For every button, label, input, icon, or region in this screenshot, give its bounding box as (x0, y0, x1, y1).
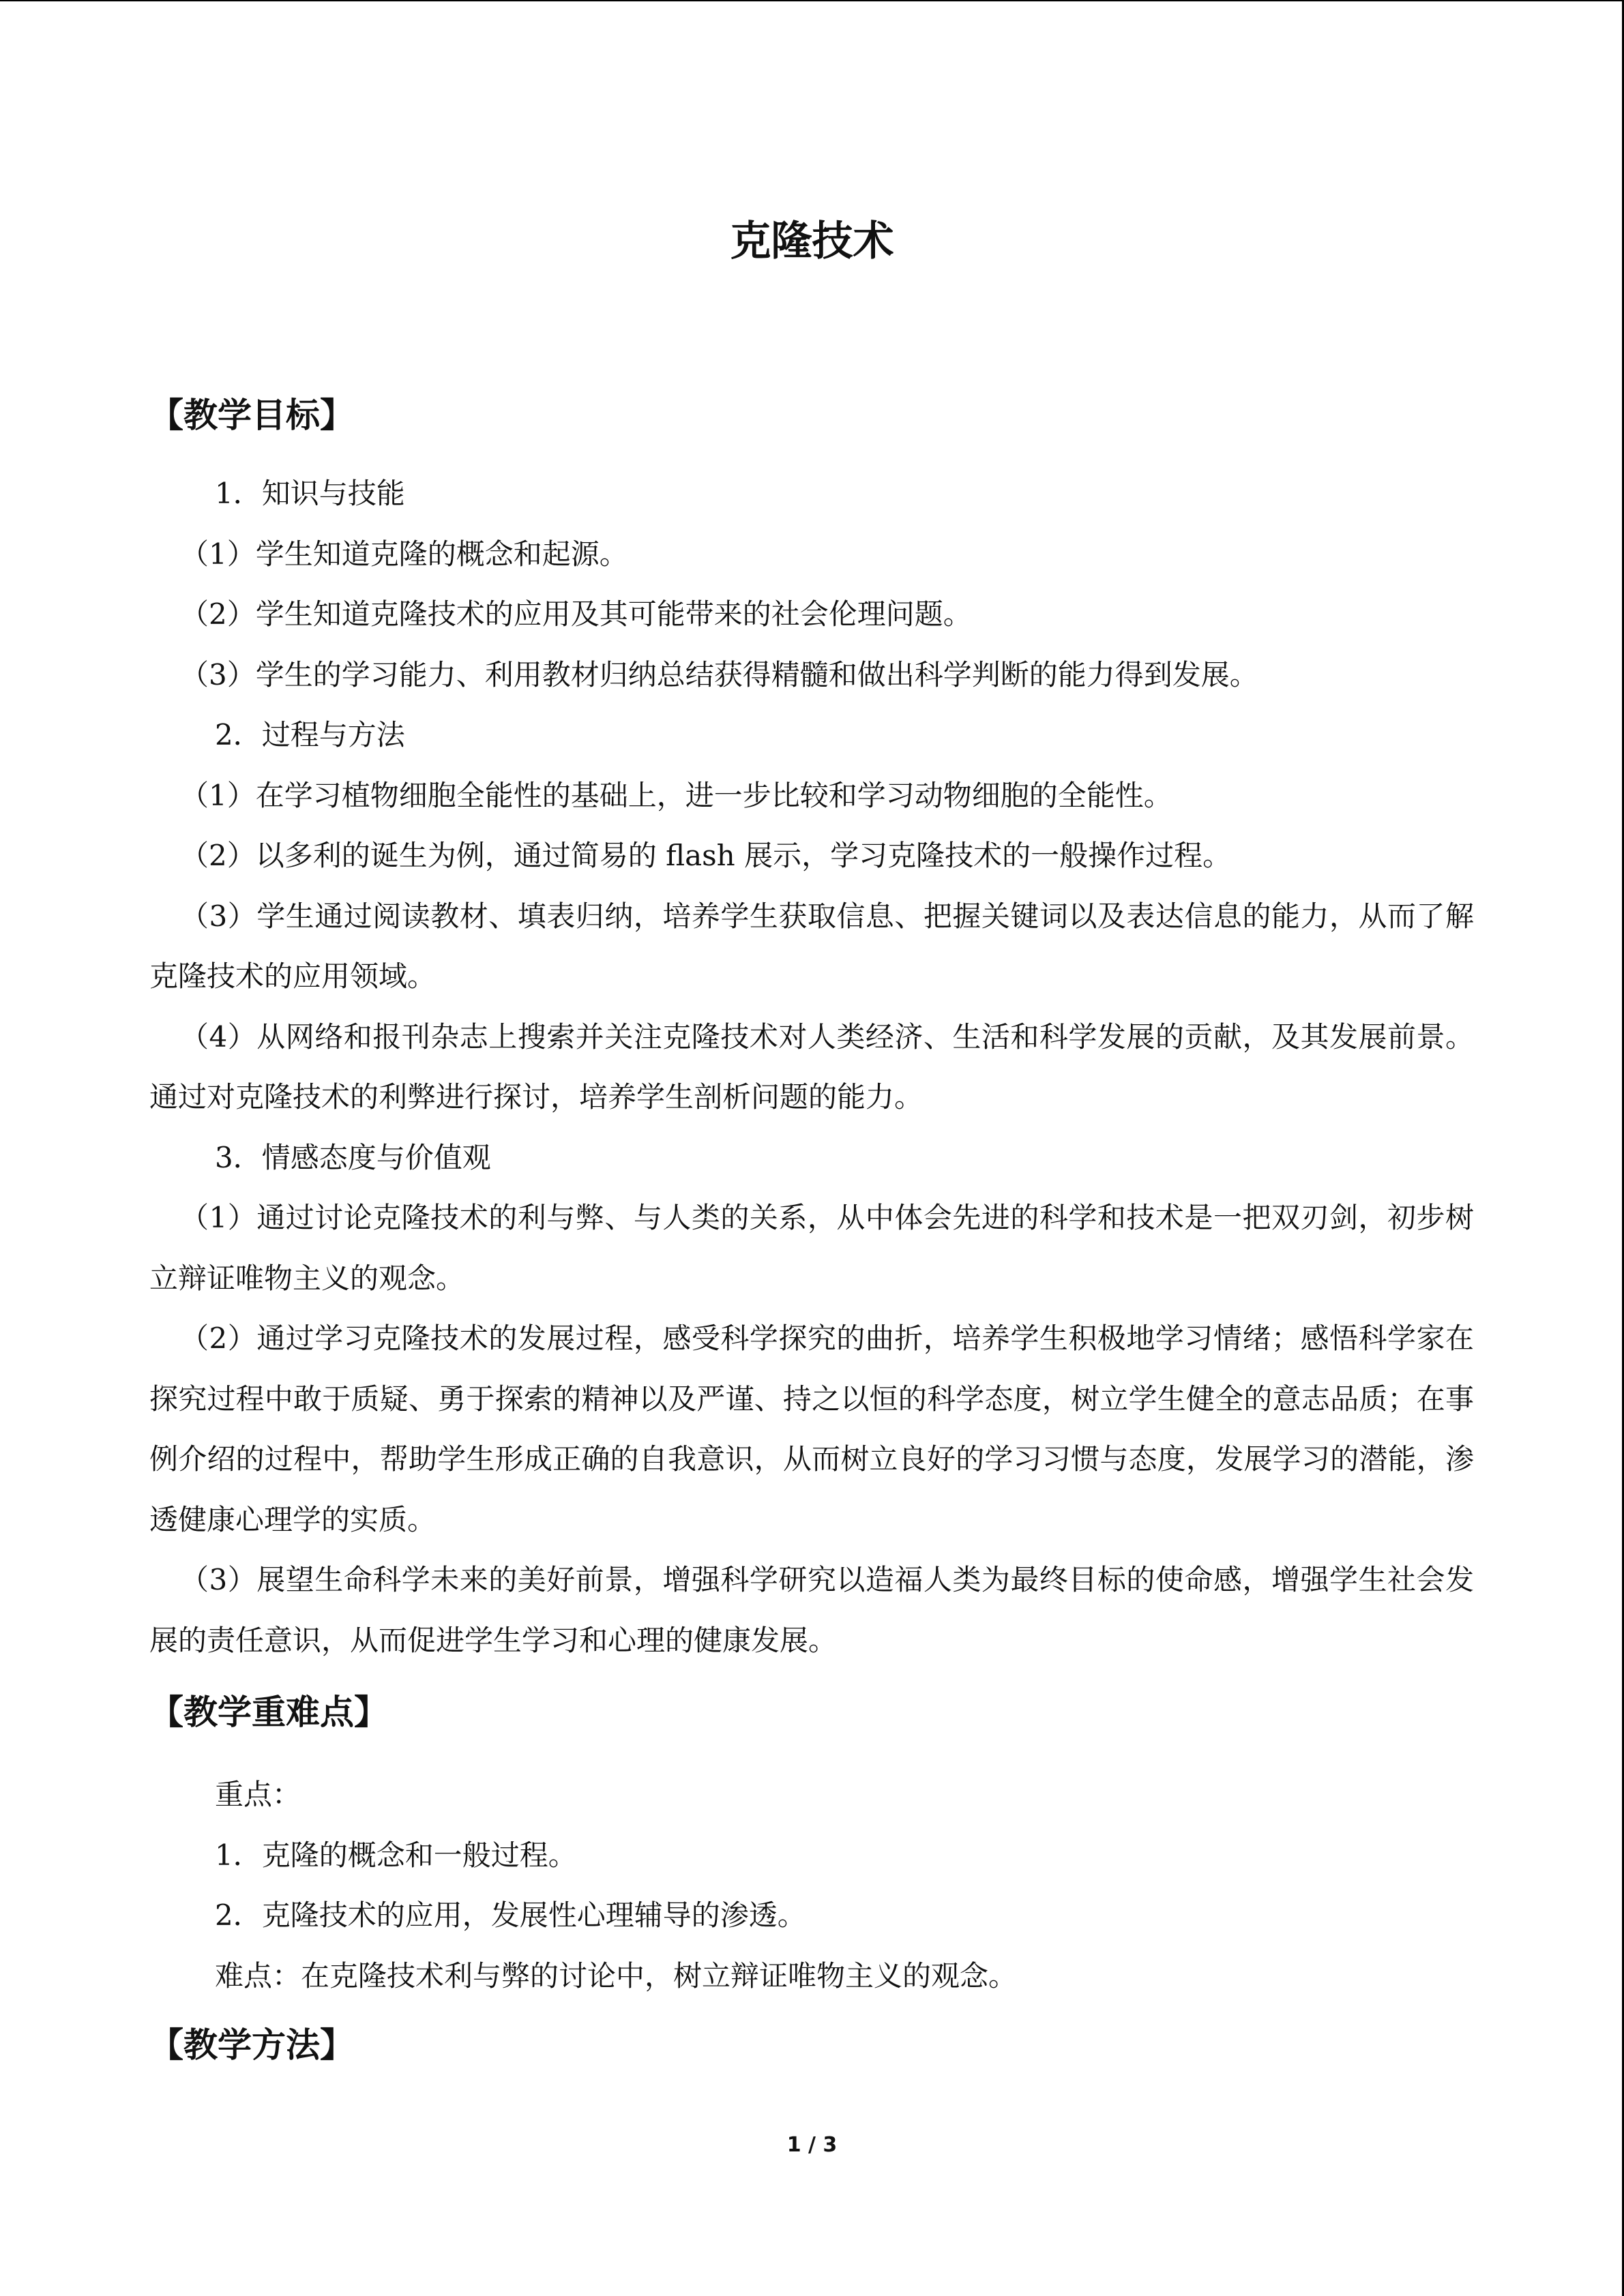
document-title: 克隆技术 (730, 218, 894, 265)
paragraph: （1）学生知道克隆的概念和起源。 (180, 537, 628, 571)
paragraph: （3）展望生命科学未来的美好前景，增强科学研究以造福人类为最终目标的使命感，增强学生社会发展的责任意识，从而促进学生学习和心理的健康发展。 (149, 1563, 1474, 1657)
paragraph: 2．克隆技术的应用，发展性心理辅导的渗透。 (215, 1898, 806, 1932)
section-heading-key-points: 【教学重难点】 (149, 1693, 388, 1732)
page-border-top (0, 0, 1624, 1)
section-heading-objectives: 【教学目标】 (149, 396, 354, 435)
paragraph: （3）学生的学习能力、利用教材归纳总结获得精髓和做出科学判断的能力得到发展。 (180, 657, 1258, 691)
paragraph: 2．过程与方法 (215, 718, 405, 751)
paragraph: 1．知识与技能 (215, 477, 405, 510)
section-heading-methods: 【教学方法】 (149, 2025, 354, 2065)
paragraph: （1）在学习植物细胞全能性的基础上，进一步比较和学习动物细胞的全能性。 (180, 778, 1172, 812)
paragraph: （4）从网络和报刊杂志上搜索并关注克隆技术对人类经济、生活和科学发展的贡献，及其发展前景。通过对克隆技术的利弊进行探讨，培养学生剖析问题的能力。 (149, 1019, 1474, 1114)
paragraph: 难点：在克隆技术利与弊的讨论中，树立辩证唯物主义的观念。 (215, 1958, 1018, 1993)
paragraph: （2）通过学习克隆技术的发展过程，感受科学探究的曲折，培养学生积极地学习情绪；感悟科学家在探究过程中敢于质疑、勇于探索的精神以及严谨、持之以恒的科学态度，树立学生健全的意志品质；在事例介绍的过程中，帮助学生形成正确的自我意识，从而树立良好的学习习惯与态度，发展学习的潜能，渗透健康心理学的实质。 (149, 1322, 1474, 1536)
paragraph: 1．克隆的概念和一般过程。 (215, 1838, 577, 1872)
paragraph: 3．情感态度与价值观 (215, 1140, 491, 1174)
document-body (149, 376, 1474, 2084)
paragraph: （3）学生通过阅读教材、填表归纳，培养学生获取信息、把握关键词以及表达信息的能力，从而了解克隆技术的应用领域。 (149, 899, 1474, 993)
paragraph: （1）通过讨论克隆技术的利与弊、与人类的关系，从中体会先进的科学和技术是一把双刃剑，初步树立辩证唯物主义的观念。 (149, 1201, 1474, 1295)
paragraph: 重点： (215, 1778, 301, 1811)
paragraph: （2）学生知道克隆技术的应用及其可能带来的社会伦理问题。 (180, 597, 972, 631)
paragraph: （2）以多利的诞生为例，通过简易的 flash 展示，学习克隆技术的一般操作过程。 (180, 839, 1232, 872)
page-indicator: 1 / 3 (786, 2133, 838, 2157)
